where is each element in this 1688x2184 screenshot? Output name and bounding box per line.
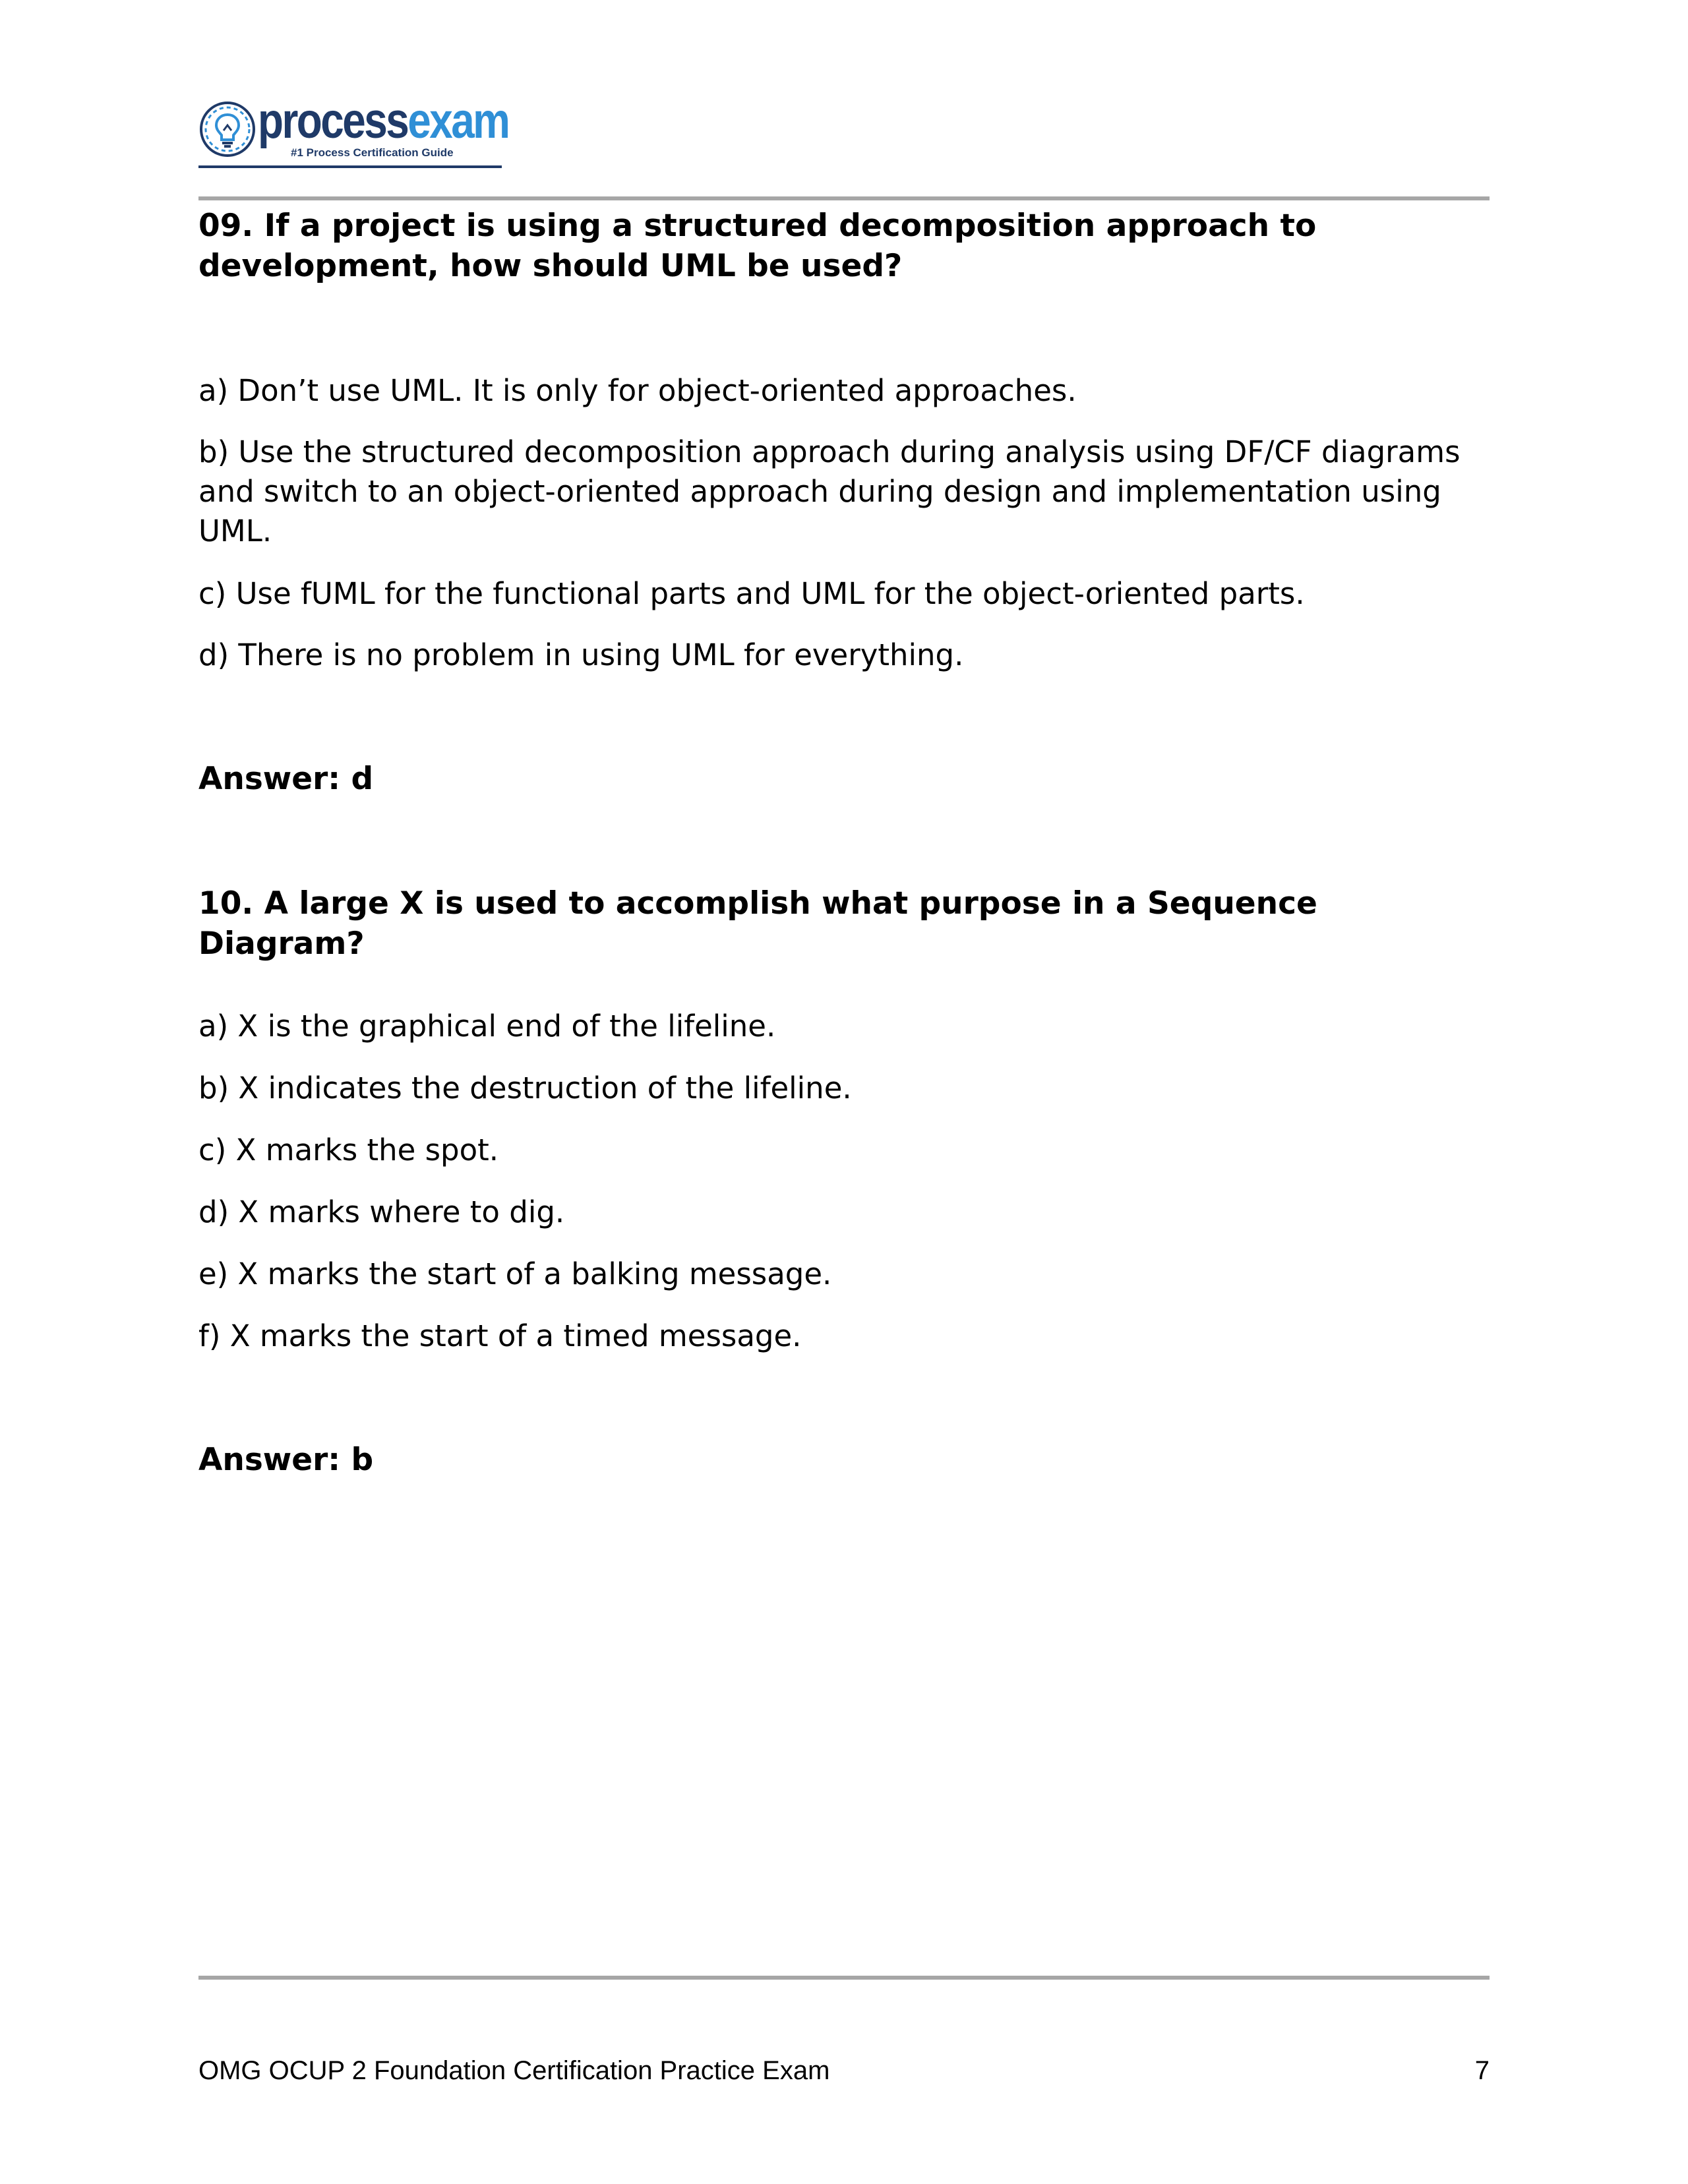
option-list xyxy=(198,1193,1490,1232)
option-f: f) X marks the start of a timed message. xyxy=(198,1318,802,1353)
question-block-09 xyxy=(198,206,1490,286)
option-b: b) Use the structured decomposition approach during analysis using DF/CF diagrams and switch to an object-oriented approach during design and implementation using UML. xyxy=(198,434,1461,548)
answer-text: Answer: d xyxy=(198,761,374,797)
processexam-logo xyxy=(198,93,509,170)
option-list xyxy=(198,1316,1490,1356)
logo-wordmark: processexam xyxy=(258,93,509,149)
question-text: 09. If a project is using a structured decomposition approach to development, how should UML be used? xyxy=(198,208,1317,284)
option-list xyxy=(198,635,1490,675)
option-list xyxy=(198,432,1490,551)
answer-text: Answer: b xyxy=(198,1442,374,1478)
option-list xyxy=(198,1069,1490,1108)
option-c: c) X marks the spot. xyxy=(198,1133,499,1167)
option-e: e) X marks the start of a balking message. xyxy=(198,1256,832,1291)
option-list xyxy=(198,371,1490,411)
footer-title: OMG OCUP 2 Foundation Certification Practice Exam xyxy=(198,2056,830,2085)
option-c: c) Use fUML for the functional parts and UML for the object-oriented parts. xyxy=(198,576,1305,611)
option-d: d) There is no problem in using UML for everything. xyxy=(198,637,964,672)
answer-10 xyxy=(198,1440,1490,1480)
option-b: b) X indicates the destruction of the lifeline. xyxy=(198,1071,852,1106)
answer-09 xyxy=(198,759,1490,799)
page-number: 7 xyxy=(1474,2056,1490,2085)
option-list xyxy=(198,1254,1490,1294)
question-block-10 xyxy=(198,883,1490,964)
option-list xyxy=(198,1007,1490,1046)
header-divider xyxy=(198,196,1490,200)
logo-row xyxy=(198,93,509,165)
lightbulb-icon xyxy=(198,100,256,158)
option-d: d) X marks where to dig. xyxy=(198,1195,565,1229)
logo-underline xyxy=(198,165,502,168)
option-list xyxy=(198,574,1490,614)
option-a: a) X is the graphical end of the lifeline. xyxy=(198,1009,776,1044)
option-list xyxy=(198,1131,1490,1170)
logo-tagline: #1 Process Certification Guide xyxy=(291,146,454,159)
footer-divider xyxy=(198,1976,1490,1980)
option-a: a) Don’t use UML. It is only for object-oriented approaches. xyxy=(198,373,1077,408)
question-text: 10. A large X is used to accomplish what purpose in a Sequence Diagram? xyxy=(198,885,1317,962)
